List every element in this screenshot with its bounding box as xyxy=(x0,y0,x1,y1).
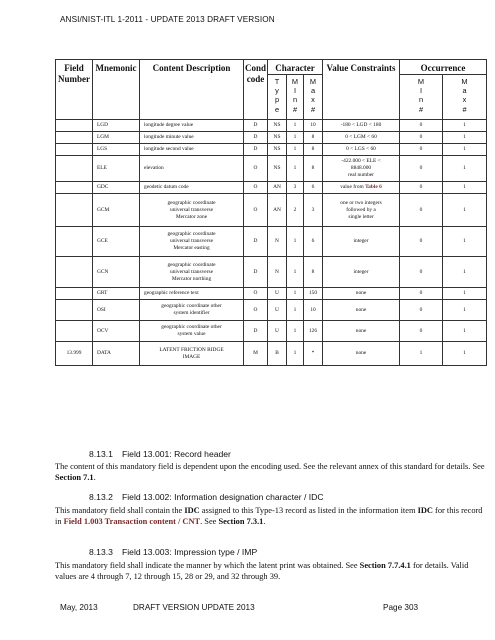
footer-date: May, 2013 xyxy=(60,603,98,612)
cell-occ-min: 0 xyxy=(400,300,443,321)
paragraph-text: . xyxy=(93,472,96,482)
section-heading-13-002 xyxy=(89,492,324,502)
cell-char-max: 3 xyxy=(304,194,323,227)
table-row xyxy=(56,300,487,321)
cell-char-min: 1 xyxy=(287,342,304,366)
cell-cond-code: O xyxy=(244,194,268,227)
table-row xyxy=(56,288,487,300)
cell-mnemonic: DATA xyxy=(93,342,140,366)
cell-char-max: 10 xyxy=(304,300,323,321)
cell-cond-code: D xyxy=(244,227,268,257)
cell-occ-min: 0 xyxy=(400,182,443,194)
cell-value-constraints: none xyxy=(323,300,400,321)
cell-cond-code: O xyxy=(244,300,268,321)
section-number: 8.13.1 xyxy=(89,449,113,459)
cell-occ-max: 1 xyxy=(443,300,487,321)
cell-occ-min: 1 xyxy=(400,342,443,366)
cell-field-number xyxy=(56,132,93,144)
cell-field-number xyxy=(56,227,93,257)
cell-char-min: 2 xyxy=(287,194,304,227)
cell-content-description: longitude minute value xyxy=(140,132,244,144)
cell-content-description: LATENT FRICTION RIDGE IMAGE xyxy=(140,342,244,366)
cell-occ-min: 0 xyxy=(400,321,443,342)
cell-field-number xyxy=(56,144,93,156)
cell-content-description: geographic reference text xyxy=(140,288,244,300)
cell-mnemonic: OCV xyxy=(93,321,140,342)
cell-value-constraints: integer xyxy=(323,257,400,288)
cell-occ-min: 0 xyxy=(400,194,443,227)
cell-char-min: 1 xyxy=(287,144,304,156)
cell-char-max: 6 xyxy=(304,182,323,194)
cell-field-number xyxy=(56,288,93,300)
cell-occ-min: 0 xyxy=(400,156,443,182)
paragraph-text: for this record in xyxy=(55,506,483,526)
cell-mnemonic: GCN xyxy=(93,257,140,288)
cell-occ-min: 0 xyxy=(400,132,443,144)
paragraph-text: . See xyxy=(200,516,219,526)
cell-occ-max: 1 xyxy=(443,132,487,144)
cell-char-max: * xyxy=(304,342,323,366)
paragraph-text: The content of this mandatory field is dependent upon the encoding used. See the relevant annex of this standard for details. See xyxy=(55,462,485,471)
cell-value-constraints: -422.000 < ELE < 8848.000 real number xyxy=(323,156,400,182)
cell-char-min: 1 xyxy=(287,300,304,321)
section-number: 8.13.2 xyxy=(89,492,113,502)
cell-char-max: 8 xyxy=(304,132,323,144)
cell-mnemonic: GCE xyxy=(93,227,140,257)
bold-reference: Section 7.1 xyxy=(55,472,94,482)
cell-occ-max: 1 xyxy=(443,144,487,156)
cell-content-description: elevation xyxy=(140,156,244,182)
cell-type: U xyxy=(268,300,287,321)
cell-char-max: 6 xyxy=(304,227,323,257)
section-title: Field 13.002: Information designation character / IDC xyxy=(122,492,324,502)
cell-field-number xyxy=(56,156,93,182)
cell-value-constraints: none xyxy=(323,342,400,366)
header-occurrence: Occurrence xyxy=(400,60,487,75)
cell-mnemonic: LGD xyxy=(93,120,140,132)
header-content-description: Content Description xyxy=(140,60,244,120)
cell-cond-code: O xyxy=(244,156,268,182)
section-heading-13-001 xyxy=(89,449,231,459)
cell-field-number xyxy=(56,257,93,288)
footer-version: DRAFT VERSION UPDATE 2013 xyxy=(133,603,255,612)
cell-char-max: 10 xyxy=(304,120,323,132)
cell-value-constraints: integer xyxy=(323,227,400,257)
cell-value-constraints xyxy=(323,182,400,194)
cell-type: N xyxy=(268,227,287,257)
cell-occ-max: 1 xyxy=(443,342,487,366)
cell-type: NS xyxy=(268,120,287,132)
cell-type: NS xyxy=(268,132,287,144)
cell-occ-max: 1 xyxy=(443,120,487,132)
header-char-min: M I n # xyxy=(287,75,304,120)
header-cond-code: Cond code xyxy=(244,60,268,120)
section-title: Field 13.003: Impression type / IMP xyxy=(122,547,258,557)
cell-mnemonic: GRT xyxy=(93,288,140,300)
table-row xyxy=(56,156,487,182)
section-paragraph-13-001 xyxy=(55,462,491,483)
cell-char-min: 1 xyxy=(287,288,304,300)
cell-type: N xyxy=(268,257,287,288)
bold-reference: Section 7.3.1 xyxy=(218,516,264,526)
cell-type: U xyxy=(268,321,287,342)
cell-occ-min: 0 xyxy=(400,144,443,156)
cell-cond-code: O xyxy=(244,182,268,194)
table-row xyxy=(56,257,487,288)
cell-field-number xyxy=(56,194,93,227)
cell-char-max: 126 xyxy=(304,321,323,342)
cell-cond-code: O xyxy=(244,288,268,300)
bold-reference: IDC xyxy=(417,506,433,515)
paragraph-text: assigned to this Type-13 record as listed in the information item xyxy=(199,506,418,515)
header-type: T y p e xyxy=(268,75,287,120)
table-row xyxy=(56,144,487,156)
cell-mnemonic: ELE xyxy=(93,156,140,182)
cell-cond-code: M xyxy=(244,342,268,366)
cell-occ-min: 0 xyxy=(400,288,443,300)
cell-occ-min: 0 xyxy=(400,120,443,132)
cell-content-description: geographic coordinate universal transverse Mercator northing xyxy=(140,257,244,288)
cell-field-number xyxy=(56,321,93,342)
cell-content-description: geographic coordinate other system identifier xyxy=(140,300,244,321)
section-paragraph-13-002 xyxy=(55,506,491,527)
cell-char-min: 1 xyxy=(287,120,304,132)
cell-content-description: geographic coordinate universal transverse Mercator easting xyxy=(140,227,244,257)
cell-char-max: 150 xyxy=(304,288,323,300)
cell-value-constraints: none xyxy=(323,288,400,300)
bold-reference: IDC xyxy=(184,506,200,515)
cell-mnemonic: LGM xyxy=(93,132,140,144)
cell-type: U xyxy=(268,288,287,300)
cell-type: AN xyxy=(268,194,287,227)
cell-value-constraints: 0 < LGS < 60 xyxy=(323,144,400,156)
table-row xyxy=(56,120,487,132)
footer-page-number: Page 303 xyxy=(383,603,419,612)
value-text: value from xyxy=(340,184,366,190)
cell-value-constraints: -180 < LGD < 180 xyxy=(323,120,400,132)
cell-char-min: 1 xyxy=(287,321,304,342)
header-value-constraints: Value Constraints xyxy=(323,60,400,120)
table-row xyxy=(56,342,487,366)
table-row xyxy=(56,132,487,144)
cell-type: AN xyxy=(268,182,287,194)
cell-mnemonic: LGS xyxy=(93,144,140,156)
table-row xyxy=(56,194,487,227)
header-field-number: Field Number xyxy=(56,60,93,120)
cell-field-number xyxy=(56,182,93,194)
cell-content-description: geodetic datum code xyxy=(140,182,244,194)
section-title: Field 13.001: Record header xyxy=(122,449,231,459)
cell-type: B xyxy=(268,342,287,366)
cell-occ-max: 1 xyxy=(443,194,487,227)
section-paragraph-13-003 xyxy=(55,561,491,582)
section-heading-13-003 xyxy=(89,547,257,557)
cell-cond-code: D xyxy=(244,132,268,144)
cell-mnemonic: OSI xyxy=(93,300,140,321)
cell-type: NS xyxy=(268,144,287,156)
header-mnemonic: Mnemonic xyxy=(93,60,140,120)
cell-content-description: longitude degree value xyxy=(140,120,244,132)
header-character: Character xyxy=(268,60,323,75)
cell-char-max: 8 xyxy=(304,144,323,156)
cell-char-max: 8 xyxy=(304,257,323,288)
table-row xyxy=(56,227,487,257)
paragraph-text: This mandatory field shall contain the xyxy=(55,506,185,515)
cell-char-min: 3 xyxy=(287,182,304,194)
cell-value-constraints: one or two integers followed by a single letter xyxy=(323,194,400,227)
field-spec-table xyxy=(55,59,487,366)
cell-value-constraints: 0 < LGM < 60 xyxy=(323,132,400,144)
cell-occ-max: 1 xyxy=(443,182,487,194)
cell-cond-code: D xyxy=(244,144,268,156)
cell-occ-max: 1 xyxy=(443,321,487,342)
paragraph-text: . xyxy=(263,516,266,526)
cell-type: NS xyxy=(268,156,287,182)
cell-field-number xyxy=(56,120,93,132)
cell-cond-code: D xyxy=(244,257,268,288)
cell-cond-code: D xyxy=(244,120,268,132)
table-row xyxy=(56,321,487,342)
cell-content-description: geographic coordinate universal transverse Mercator zone xyxy=(140,194,244,227)
bold-reference: Section 7.7.4.1 xyxy=(359,561,411,570)
cell-occ-min: 0 xyxy=(400,227,443,257)
table-reference-link[interactable]: Table 6 xyxy=(365,184,382,190)
cell-char-min: 1 xyxy=(287,227,304,257)
cell-char-min: 1 xyxy=(287,156,304,182)
cell-char-max: 8 xyxy=(304,156,323,182)
field-reference-link[interactable]: Field 1.003 Transaction content / CNT xyxy=(63,516,201,526)
cell-content-description: longitude second value xyxy=(140,144,244,156)
cell-cond-code: D xyxy=(244,321,268,342)
cell-occ-max: 1 xyxy=(443,156,487,182)
table-row xyxy=(56,182,487,194)
section-number: 8.13.3 xyxy=(89,547,113,557)
cell-occ-max: 1 xyxy=(443,257,487,288)
cell-occ-min: 0 xyxy=(400,257,443,288)
cell-content-description: geographic coordinate other system value xyxy=(140,321,244,342)
header-occ-max: M a x # xyxy=(443,75,487,120)
cell-value-constraints: none xyxy=(323,321,400,342)
cell-char-min: 1 xyxy=(287,132,304,144)
cell-field-number xyxy=(56,300,93,321)
paragraph-text: for details. Valid values are 4 through 7, 12 through 15, 28 or 29, and 32 through 39. xyxy=(55,561,469,581)
cell-occ-max: 1 xyxy=(443,288,487,300)
cell-mnemonic: GDC xyxy=(93,182,140,194)
cell-field-number: 13.999 xyxy=(56,342,93,366)
cell-mnemonic: GCM xyxy=(93,194,140,227)
paragraph-text: This mandatory field shall indicate the manner by which the latent print was obtained. See xyxy=(55,561,360,570)
cell-occ-max: 1 xyxy=(443,227,487,257)
running-header: ANSI/NIST-ITL 1-2011 - UPDATE 2013 DRAFT VERSION xyxy=(60,15,275,24)
cell-char-min: 1 xyxy=(287,257,304,288)
header-occ-min: M I n # xyxy=(400,75,443,120)
header-char-max: M a x # xyxy=(304,75,323,120)
